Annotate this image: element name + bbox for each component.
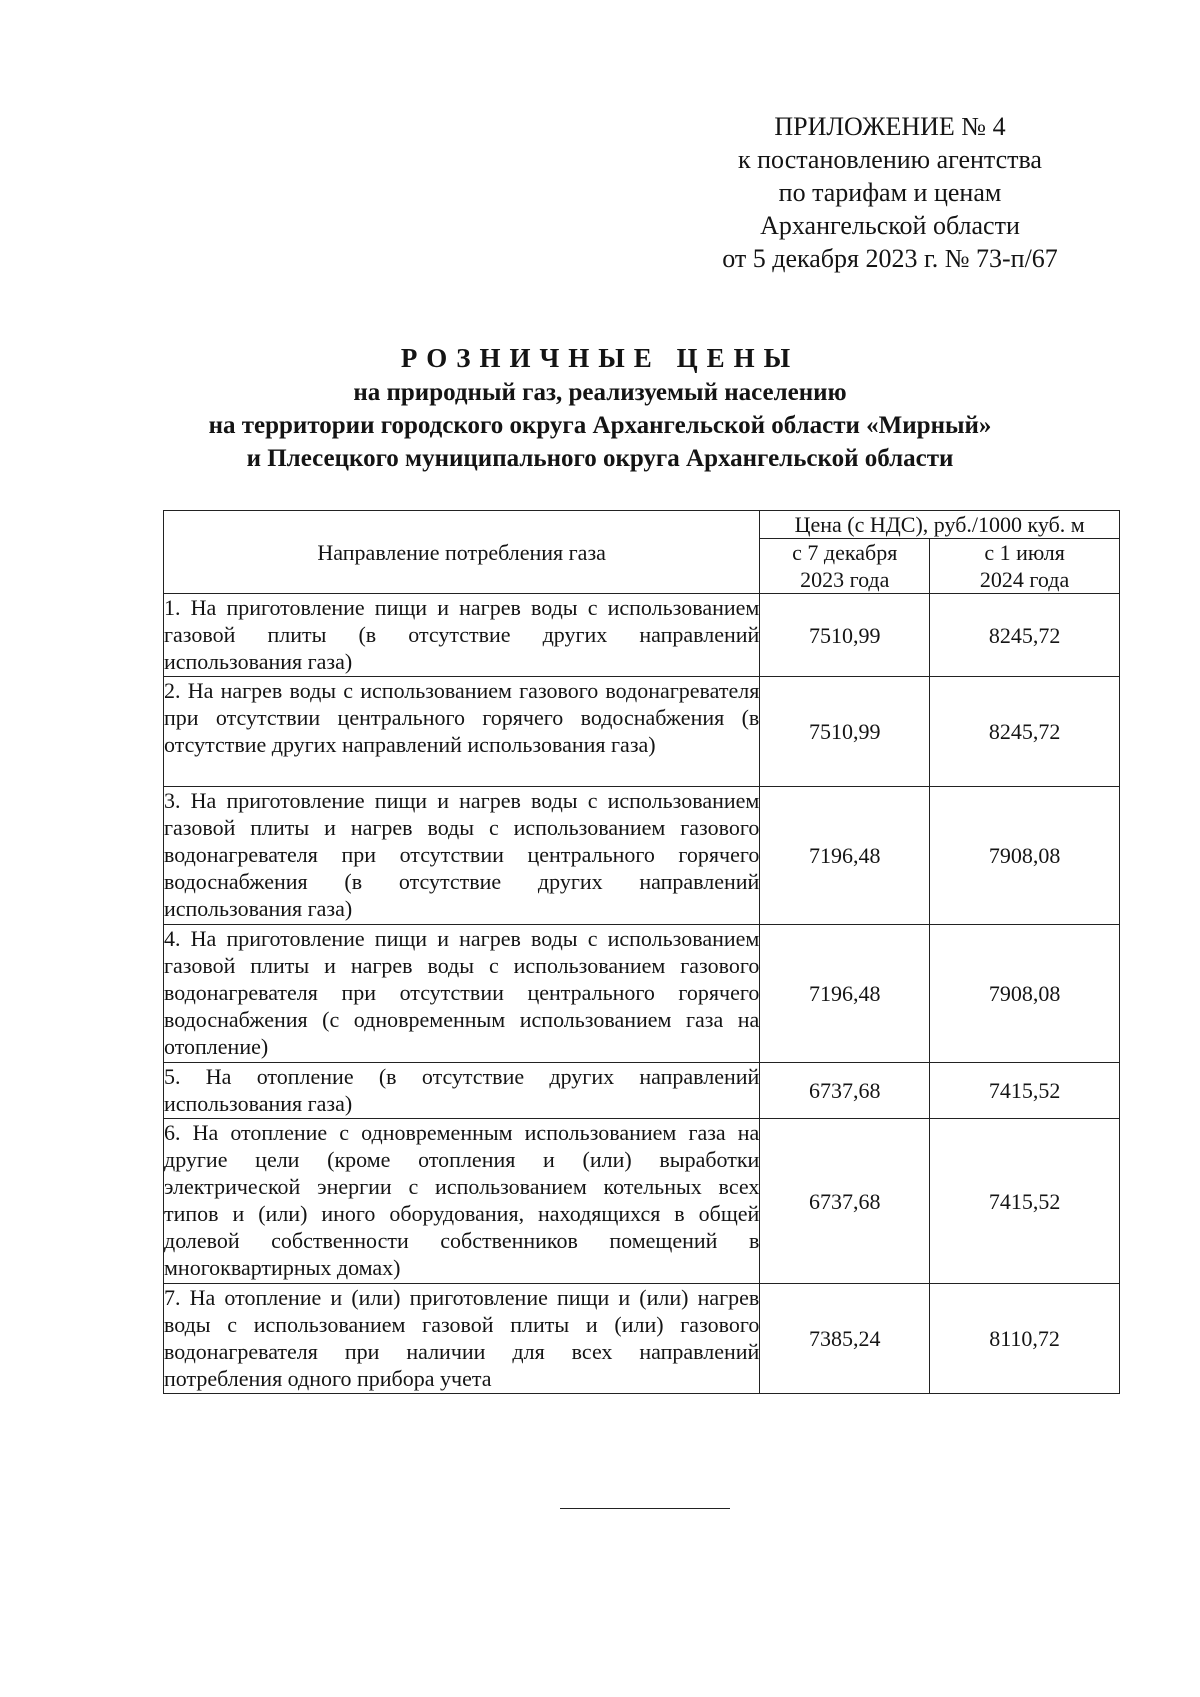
price-2024: 7908,08 [930,925,1120,1063]
appendix-number: ПРИЛОЖЕНИЕ № 4 [774,112,1006,141]
header-direction: Направление потребления газа [164,511,760,594]
table-row [164,1284,1120,1394]
price-2023: 7196,48 [760,787,930,925]
price-2023: 7510,99 [760,677,930,787]
row-description: 6. На отопление с одновременным использованием газа на другие цели (кроме отопления и (или) выработки электрической энергии с использованием котельных всех типов и (или) иного оборудования, находящихся в общей долевой собственности собственников помещений в многоквартирных домах) [164,1119,760,1284]
appendix-header [700,110,1080,275]
table-row [164,925,1120,1063]
table-header-row [164,511,1120,539]
closing-line [560,1508,730,1509]
appendix-reference-line: Архангельской области [760,211,1020,240]
price-2024: 8110,72 [930,1284,1120,1394]
price-2023: 7510,99 [760,594,930,677]
title-main: РОЗНИЧНЫЕ ЦЕНЫ [400,343,800,373]
row-description: 3. На приготовление пищи и нагрев воды с использованием газовой плиты и нагрев воды с использованием газового водонагревателя при отсутствии центрального горячего водоснабжения (в отсутствие других направлений использования газа) [164,787,760,925]
header-date-line: с 1 июля [984,540,1065,565]
header-price: Цена (с НДС), руб./1000 куб. м [760,511,1120,539]
title-subtitle-line: на территории городского округа Архангельской области «Мирный» [208,412,992,439]
row-description: 7. На отопление и (или) приготовление пищи и (или) нагрев воды с использованием газовой плиты и (или) газового водонагревателя при наличии для всех направлений потребления одного прибора учета [164,1284,760,1394]
price-2024: 8245,72 [930,594,1120,677]
header-date-2024 [930,539,1120,594]
prices-table [163,510,1120,1394]
document-title [60,340,1140,475]
price-2024: 8245,72 [930,677,1120,787]
table-row [164,594,1120,677]
title-subtitle-line: и Плесецкого муниципального округа Архангельской области [246,445,954,472]
title-subtitle-line: на природный газ, реализуемый населению [353,379,847,406]
appendix-reference-line: по тарифам и ценам [778,178,1002,207]
row-description: 4. На приготовление пищи и нагрев воды с использованием газовой плиты и нагрев воды с использованием газового водонагревателя при отсутствии центрального горячего водоснабжения (с одновременным использованием газа на отопление) [164,925,760,1063]
header-date-line: 2023 года [800,567,890,592]
table-row [164,1063,1120,1119]
appendix-reference-line: к постановлению агентства [738,145,1042,174]
table-row [164,677,1120,787]
price-2023: 7196,48 [760,925,930,1063]
appendix-date-number: от 5 декабря 2023 г. № 73-п/67 [722,244,1058,273]
table-row [164,787,1120,925]
header-date-line: с 7 декабря [792,540,898,565]
header-date-line: 2024 года [979,567,1070,592]
price-2024: 7415,52 [930,1063,1120,1119]
row-description: 2. На нагрев воды с использованием газового водонагревателя при отсутствии центрального горячего водоснабжения (в отсутствие других направлений использования газа) [164,677,760,787]
price-2024: 7908,08 [930,787,1120,925]
price-2023: 6737,68 [760,1119,930,1284]
row-description: 5. На отопление (в отсутствие других направлений использования газа) [164,1063,760,1119]
table-row [164,1119,1120,1284]
header-date-2023 [760,539,930,594]
price-2023: 7385,24 [760,1284,930,1394]
price-2023: 6737,68 [760,1063,930,1119]
row-description: 1. На приготовление пищи и нагрев воды с использованием газовой плиты (в отсутствие других направлений использования газа) [164,594,760,677]
price-2024: 7415,52 [930,1119,1120,1284]
